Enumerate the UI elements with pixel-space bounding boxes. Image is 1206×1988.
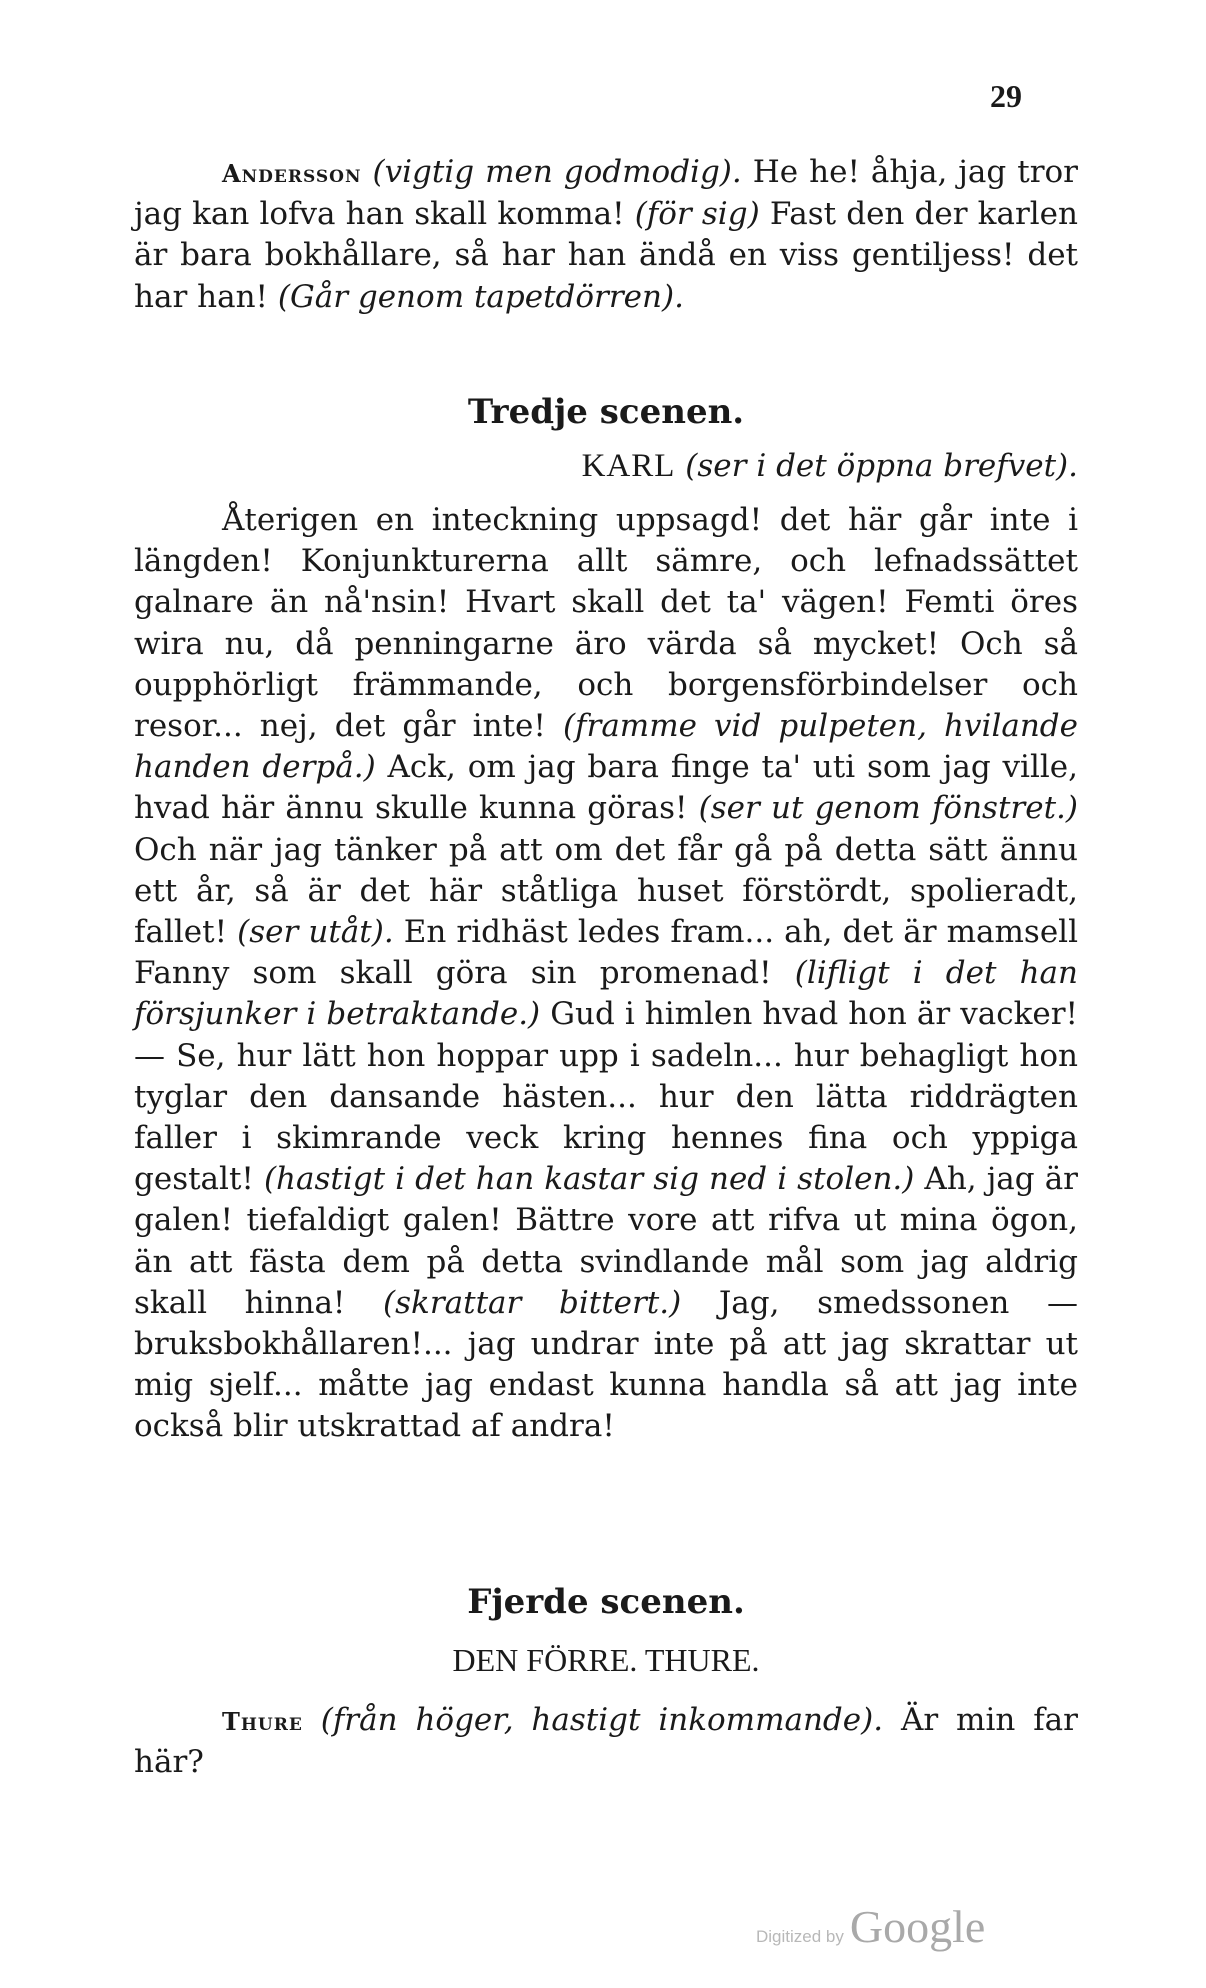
scene-title-tredje: Tredje scenen.: [467, 392, 745, 432]
stage-direction: (ser i det öppna brefvet).: [685, 448, 1078, 484]
dialogue-text: Fast den der karlen är bara bokhållare, så har han ändå en viss gentiljess! det har han!: [134, 196, 1078, 315]
speaker-name: Andersson: [222, 159, 362, 188]
speaker-name: KARL: [581, 448, 676, 484]
stage-direction: (för sig): [634, 196, 760, 233]
scene-title-fjerde: Fjerde scenen.: [467, 1582, 745, 1622]
dialogue-text: En ridhäst ledes fram... ah, det är mamsell Fanny som skall göra sin promenad!: [134, 914, 1078, 992]
paragraph-karl-monologue: [134, 500, 1078, 1448]
dialogue-text: Gud i himlen hvad hon är vacker! — Se, hur lätt hon hoppar upp i sadeln... hur behagligt hon tyglar den dansande hästen... hur den lätta riddrägten faller i skimrande veck kring hennes fina och yppiga gestalt!: [134, 996, 1078, 1198]
stage-direction: (ser ut genom fönstret.): [698, 790, 1078, 827]
dialogue-text: Och när jag tänker på att om det får gå på detta sätt ännu ett år, så är det här ståtliga huset förstördt, spolieradt, fallet!: [134, 831, 1078, 951]
paragraph-thure: [134, 1700, 1078, 1783]
dialogue-text: Återigen en inteckning uppsagd! det här går inte i längden! Konjunkturerna allt sämre, och lefnadssättet galnare än nå'nsin! Hvart skall det ta' vägen! Femti öres wira nu, då penningarne äro värda så mycket! Och så oupphörligt främmande, och borgensförbindelser och resor... nej, det går inte!: [134, 502, 1078, 745]
dialogue-text: Ah, jag är galen! tiefaldigt galen! Bättre vore att rifva ut mina ögon, än att fästa dem på detta svindlande mål som jag aldrig skall hinna!: [134, 1161, 1078, 1321]
stage-direction: (hastigt i det han kastar sig ned i stolen.): [263, 1161, 915, 1198]
stage-direction: (framme vid pulpeten, hvilande handen derpå.): [134, 708, 1078, 786]
dialogue-text: Ack, om jag bara finge ta' uti som jag ville, hvad här ännu skulle kunna göras!: [134, 749, 1078, 827]
paragraph-text: [134, 500, 1078, 1448]
page-number: 29: [990, 78, 1022, 114]
speaker-line-karl: [582, 448, 1078, 485]
dialogue-text: Jag, smedssonen — bruksbokhållaren!... jag undrar inte på att jag skrattar ut mig sjelf... måtte jag endast kunna handla så att jag inte också blir utskrattad af andra!: [134, 1284, 1078, 1445]
stage-direction: (ser utåt).: [237, 914, 394, 951]
stage-direction: (från höger, hastigt inkommande).: [320, 1702, 884, 1738]
paragraph-text: [134, 152, 1078, 318]
google-logo: Google: [849, 1901, 986, 1952]
watermark-text: Digitized by: [756, 1927, 844, 1946]
scene-speakers: DEN FÖRRE. THURE.: [452, 1642, 760, 1678]
paragraph-text: [134, 1700, 1078, 1783]
stage-direction: (skrattar bittert.): [383, 1284, 682, 1321]
dialogue-text: He he! åhja, jag tror jag kan lofva han skall komma!: [134, 154, 1078, 233]
digitized-watermark: [756, 1900, 985, 1953]
stage-direction: (vigtig men godmodig).: [372, 154, 742, 190]
stage-direction: (Går genom tapetdörren).: [277, 278, 684, 315]
speaker-name: Thure: [222, 1707, 303, 1736]
dialogue-text: Är min far här?: [134, 1702, 1078, 1781]
stage-direction: (lifligt i det han försjunker i betraktande.): [134, 955, 1079, 1033]
paragraph-andersson: [134, 152, 1078, 318]
